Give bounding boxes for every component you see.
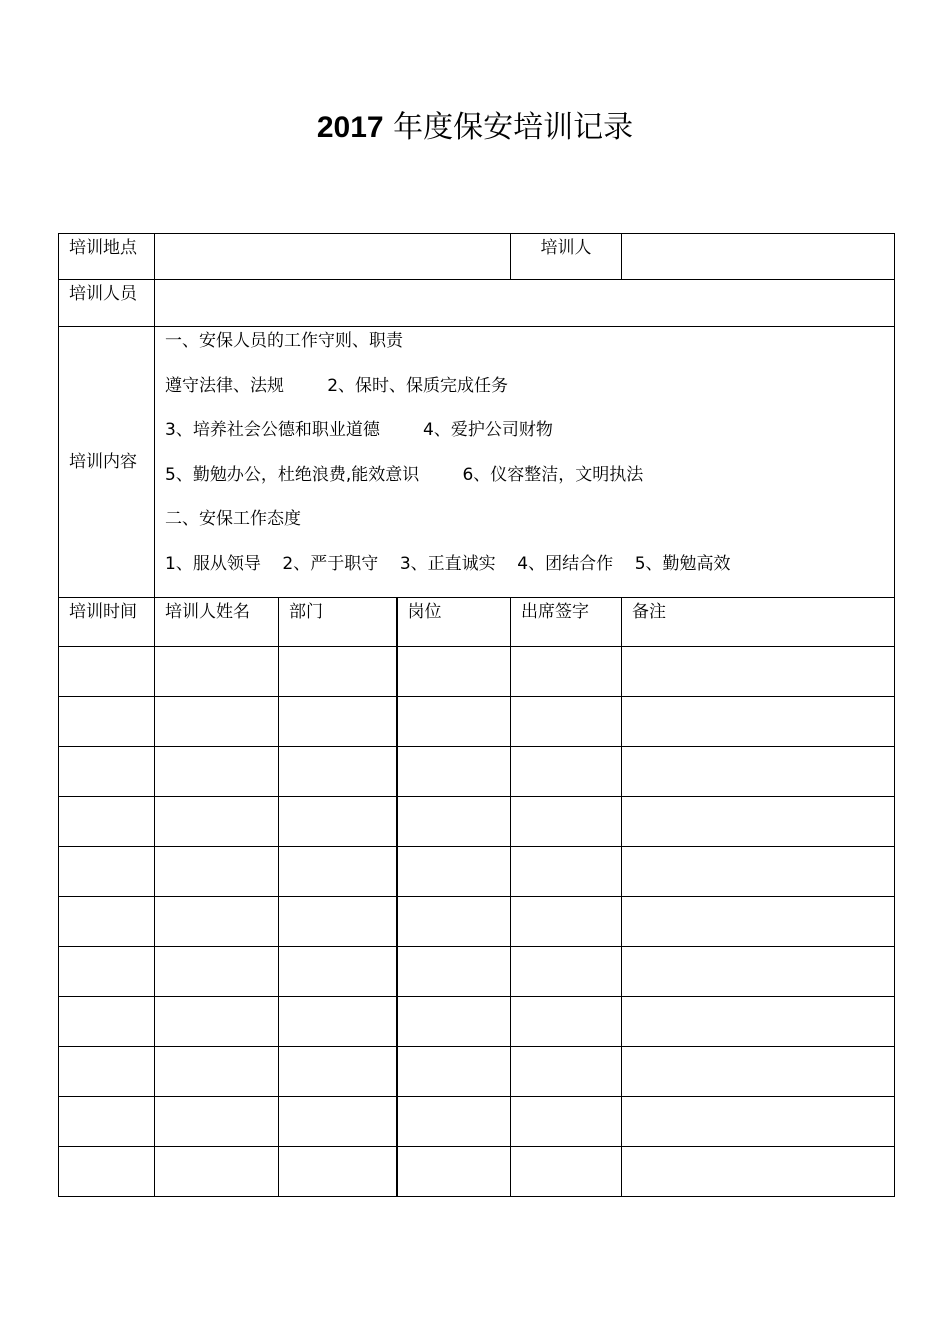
staff-value-cell[interactable] (155, 280, 895, 327)
cell-name[interactable] (155, 746, 279, 796)
cell-signature[interactable] (511, 1096, 622, 1146)
cell-time[interactable] (59, 946, 155, 996)
content-label-cell (59, 327, 155, 598)
cell-remarks[interactable] (622, 646, 895, 696)
trainer-value (622, 234, 894, 237)
attendance-section (59, 597, 895, 1196)
cell-name[interactable] (155, 1046, 279, 1096)
table-row (59, 1146, 895, 1196)
table-row (59, 946, 895, 996)
content-cell (155, 327, 895, 598)
cell-signature[interactable] (511, 896, 622, 946)
content-line: 3、培养社会公德和职业道德 4、爱护公司财物 (165, 420, 553, 441)
cell-dept[interactable] (279, 1046, 397, 1096)
cell-signature[interactable] (511, 946, 622, 996)
cell-post[interactable] (397, 696, 511, 746)
col-header-post (397, 597, 511, 646)
content-label: 培训内容 (69, 451, 137, 472)
table-row (59, 896, 895, 946)
table-row (59, 996, 895, 1046)
cell-post[interactable] (397, 796, 511, 846)
cell-name[interactable] (155, 996, 279, 1046)
content-line: 一、安保人员的工作守则、职责 (165, 331, 403, 351)
cell-post[interactable] (397, 1096, 511, 1146)
cell-time[interactable] (59, 996, 155, 1046)
col-header-label: 培训时间 (69, 601, 137, 622)
location-value (155, 234, 510, 237)
cell-remarks[interactable] (622, 946, 895, 996)
content-line: 5、勤勉办公，杜绝浪费,能效意识 6、仪容整洁，文明执法 (165, 464, 644, 485)
cell-signature[interactable] (511, 796, 622, 846)
table-row (59, 1096, 895, 1146)
cell-remarks[interactable] (622, 746, 895, 796)
cell-name[interactable] (155, 796, 279, 846)
table-row (59, 696, 895, 746)
content-list (155, 327, 894, 597)
cell-remarks[interactable] (622, 846, 895, 896)
location-label: 培训地点 (69, 238, 137, 258)
col-header-time (59, 597, 155, 646)
cell-post[interactable] (397, 996, 511, 1046)
cell-name[interactable] (155, 896, 279, 946)
cell-time[interactable] (59, 896, 155, 946)
col-header-dept (279, 597, 397, 646)
cell-time[interactable] (59, 696, 155, 746)
cell-dept[interactable] (279, 846, 397, 896)
cell-remarks[interactable] (622, 1096, 895, 1146)
table-row (59, 746, 895, 796)
col-header-label: 出席签字 (521, 601, 590, 622)
staff-value (155, 280, 894, 283)
col-header-label: 备注 (632, 601, 667, 622)
cell-dept[interactable] (279, 1096, 397, 1146)
cell-post[interactable] (397, 746, 511, 796)
header-section (59, 234, 895, 598)
title-year: 2017 (316, 111, 384, 144)
col-header-remarks (622, 597, 895, 646)
cell-signature[interactable] (511, 1046, 622, 1096)
cell-name[interactable] (155, 946, 279, 996)
trainer-value-cell[interactable] (622, 234, 895, 280)
col-header-name (155, 597, 279, 646)
cell-name[interactable] (155, 696, 279, 746)
content-line: 1、服从领导 2、严于职守 3、正直诚实 4、团结合作 5、勤勉高效 (165, 553, 731, 574)
cell-dept[interactable] (279, 696, 397, 746)
table-row (59, 1046, 895, 1096)
cell-signature[interactable] (511, 846, 622, 896)
cell-remarks[interactable] (622, 996, 895, 1046)
cell-time[interactable] (59, 846, 155, 896)
title-text: 年度保安培训记录 (383, 110, 634, 145)
cell-remarks[interactable] (622, 1146, 895, 1196)
table-row (59, 646, 895, 696)
cell-remarks[interactable] (622, 696, 895, 746)
cell-signature[interactable] (511, 696, 622, 746)
cell-post[interactable] (397, 646, 511, 696)
cell-time[interactable] (59, 1096, 155, 1146)
cell-post[interactable] (397, 846, 511, 896)
cell-remarks[interactable] (622, 796, 895, 846)
table-row (59, 796, 895, 846)
content-line: 遵守法律、法规 2、保时、保质完成任务 (165, 375, 509, 396)
cell-dept[interactable] (279, 996, 397, 1046)
cell-dept[interactable] (279, 946, 397, 996)
cell-name[interactable] (155, 1146, 279, 1196)
cell-post[interactable] (397, 1046, 511, 1096)
column-header-row (59, 597, 895, 646)
cell-name[interactable] (155, 846, 279, 896)
cell-dept[interactable] (279, 1146, 397, 1196)
cell-post[interactable] (397, 896, 511, 946)
trainer-label: 培训人 (540, 238, 592, 258)
col-header-label: 部门 (289, 601, 323, 622)
location-label-cell (59, 234, 155, 280)
staff-label: 培训人员 (69, 284, 137, 304)
cell-post[interactable] (397, 946, 511, 996)
cell-name[interactable] (155, 646, 279, 696)
training-record-table (58, 233, 895, 1197)
cell-dept[interactable] (279, 796, 397, 846)
staff-label-cell (59, 280, 155, 327)
col-header-signature (511, 597, 622, 646)
col-header-label: 岗位 (407, 601, 442, 622)
cell-name[interactable] (155, 1096, 279, 1146)
cell-dept[interactable] (279, 746, 397, 796)
cell-time[interactable] (59, 1146, 155, 1196)
table-row (59, 846, 895, 896)
cell-time[interactable] (59, 1046, 155, 1096)
cell-signature[interactable] (511, 1146, 622, 1196)
cell-signature[interactable] (511, 746, 622, 796)
cell-dept[interactable] (279, 896, 397, 946)
content-line: 二、安保工作态度 (165, 509, 301, 530)
cell-signature[interactable] (511, 996, 622, 1046)
cell-signature[interactable] (511, 646, 622, 696)
cell-remarks[interactable] (622, 896, 895, 946)
cell-remarks[interactable] (622, 1046, 895, 1096)
cell-post[interactable] (397, 1146, 511, 1196)
cell-dept[interactable] (279, 646, 397, 696)
page-title (0, 108, 950, 148)
cell-time[interactable] (59, 796, 155, 846)
cell-time[interactable] (59, 646, 155, 696)
col-header-label: 培训人姓名 (165, 601, 250, 622)
cell-time[interactable] (59, 746, 155, 796)
trainer-label-cell (511, 234, 622, 280)
location-value-cell[interactable] (155, 234, 511, 280)
